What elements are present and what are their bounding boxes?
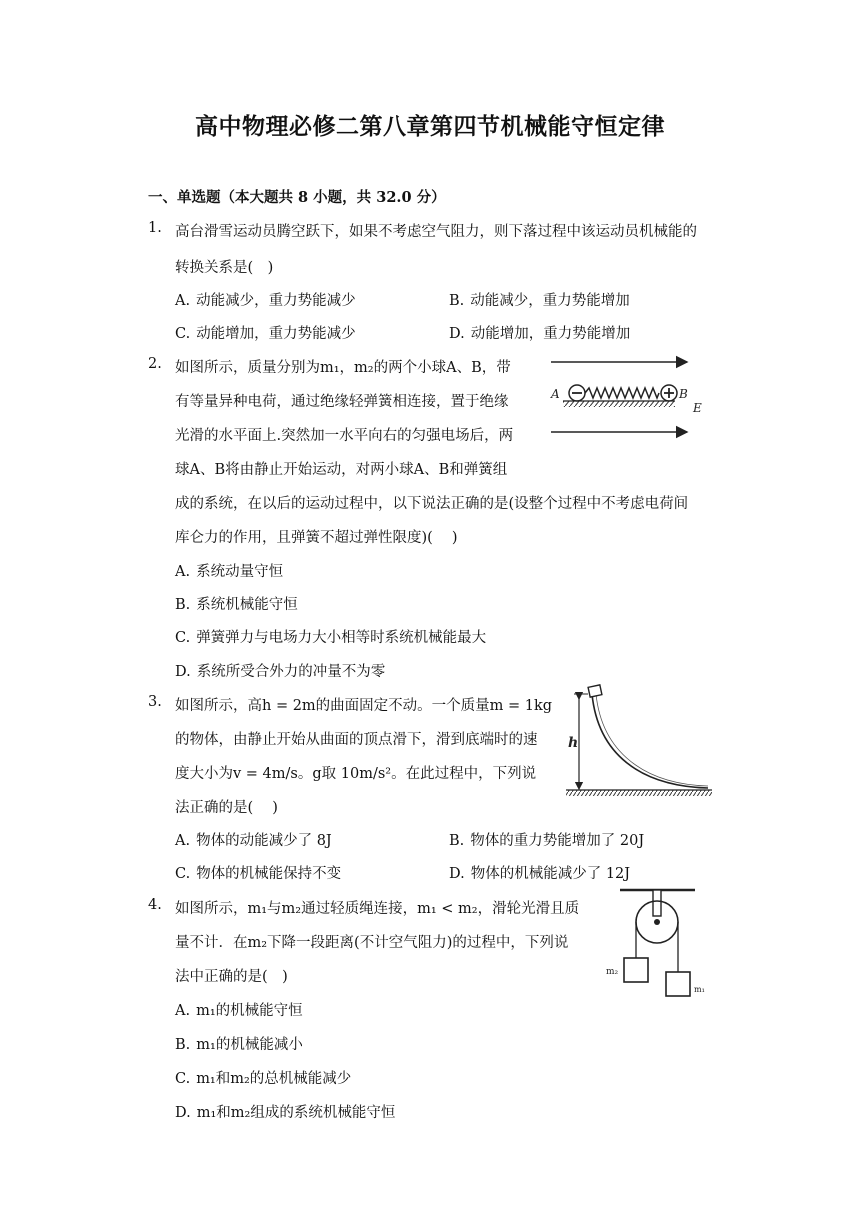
question-3-number: 3.	[148, 694, 162, 710]
option-label: B.	[175, 1037, 191, 1053]
option-label: D.	[449, 326, 465, 342]
option-label: B.	[175, 597, 191, 613]
option-text: m₁的机械能减小	[196, 1037, 303, 1053]
question-2-line-2: 有等量异种电荷，通过绝缘轻弹簧相连接，置于绝缘	[175, 394, 509, 410]
option-text: m₁的机械能守恒	[196, 1003, 303, 1019]
label-m2: m₂	[606, 967, 619, 977]
option-text: m₁和m₂组成的系统机械能守恒	[196, 1105, 396, 1121]
option-text: 系统机械能守恒	[196, 597, 298, 613]
question-4-option-d	[175, 1101, 395, 1122]
question-1-option-d	[449, 322, 630, 343]
question-2-option-c	[175, 626, 486, 647]
label-a: A	[551, 387, 560, 401]
question-2-line-6: 库仑力的作用，且弹簧不超过弹性限度)( )	[175, 530, 458, 546]
option-label: D.	[449, 866, 465, 882]
ground-hatch	[563, 401, 675, 407]
option-label: C.	[175, 326, 191, 342]
question-3-line-1: 如图所示，高h = 2m的曲面固定不动。一个质量m = 1kg	[175, 698, 553, 714]
question-1-option-a	[175, 289, 356, 310]
question-3-option-d	[449, 862, 630, 883]
option-text: 弹簧弹力与电场力大小相等时系统机械能最大	[196, 630, 487, 646]
question-2-option-b	[175, 593, 298, 614]
pulley-figure	[600, 884, 715, 1009]
spring-electric-field-figure	[545, 352, 715, 442]
question-1-line-1: 高台滑雪运动员腾空跃下，如果不考虑空气阻力，则下落过程中该运动员机械能的	[175, 224, 697, 240]
spring	[585, 388, 659, 398]
question-1-line-2: 转换关系是( )	[175, 260, 274, 276]
option-label: D.	[175, 1105, 191, 1121]
question-4-option-b	[175, 1033, 303, 1054]
option-text: 物体的动能减少了 8J	[196, 833, 332, 849]
question-2-line-4: 球A、B将由静止开始运动，对两小球A、B和弹簧组	[175, 462, 508, 478]
question-2-line-3: 光滑的水平面上.突然加一水平向右的匀强电场后，两	[175, 428, 514, 444]
question-4-line-1: 如图所示，m₁与m₂通过轻质绳连接，m₁ < m₂，滑轮光滑且质	[175, 901, 580, 917]
curved-surface	[592, 694, 708, 788]
question-2-number: 2.	[148, 356, 162, 372]
question-2-option-a	[175, 560, 283, 581]
option-text: 动能增加，重力势能减少	[196, 326, 356, 342]
question-3-option-b	[449, 829, 644, 850]
label-h: h	[568, 735, 579, 751]
ground-hatch	[566, 790, 712, 796]
question-1-option-c	[175, 322, 356, 343]
option-label: C.	[175, 1071, 191, 1087]
option-label: A.	[175, 1003, 191, 1019]
block	[588, 685, 602, 697]
pulley-axle	[654, 919, 660, 925]
label-e: E	[693, 401, 702, 415]
question-3-line-2: 的物体，由静止开始从曲面的顶点滑下，滑到底端时的速	[175, 732, 538, 748]
option-text: m₁和m₂的总机械能减少	[196, 1071, 352, 1087]
question-2-line-1: 如图所示，质量分别为m₁，m₂的两个小球A、B，带	[175, 360, 511, 376]
option-text: 动能减少，重力势能增加	[470, 293, 630, 309]
pulley-mount	[653, 890, 661, 916]
label-b: B	[679, 387, 688, 401]
option-text: 系统动量守恒	[196, 564, 284, 580]
option-label: B.	[449, 833, 465, 849]
option-text: 动能增加，重力势能增加	[470, 326, 631, 342]
question-4-line-2: 量不计．在m₂下降一段距离(不计空气阻力)的过程中，下列说	[175, 935, 569, 951]
question-2-line-5: 成的系统，在以后的运动过程中，以下说法正确的是(设整个过程中不考虑电荷间	[175, 496, 689, 512]
question-3-option-c	[175, 862, 341, 883]
option-label: A.	[175, 564, 191, 580]
question-3-line-4: 法正确的是( )	[175, 800, 278, 816]
option-label: A.	[175, 833, 191, 849]
question-2-option-d	[175, 660, 385, 681]
question-4-number: 4.	[148, 897, 162, 913]
question-1-number: 1.	[148, 220, 162, 236]
option-text: 物体的重力势能增加了 20J	[470, 833, 645, 849]
option-text: 系统所受合外力的冲量不为零	[196, 664, 386, 680]
section-heading: 一、单选题（本大题共 8 小题，共 32.0 分）	[148, 189, 446, 206]
label-m1: m₁	[694, 985, 705, 994]
block-m1	[666, 972, 690, 996]
option-label: C.	[175, 630, 191, 646]
question-3-option-a	[175, 829, 332, 850]
option-label: D.	[175, 664, 191, 680]
question-3-line-3: 度大小为v = 4m/s。g取 10m/s²。在此过程中，下列说	[175, 766, 537, 782]
curved-surface-inner	[596, 694, 708, 786]
option-label: B.	[449, 293, 465, 309]
question-1-option-b	[449, 289, 630, 310]
question-4-option-c	[175, 1067, 351, 1088]
curved-slope-figure	[560, 684, 720, 804]
question-4-line-3: 法中正确的是( )	[175, 969, 288, 985]
question-4-option-a	[175, 999, 303, 1020]
block-m2	[624, 958, 648, 982]
option-text: 动能减少，重力势能减少	[196, 293, 356, 309]
option-text: 物体的机械能减少了 12J	[470, 866, 631, 882]
option-text: 物体的机械能保持不变	[196, 866, 342, 882]
page-title: 高中物理必修二第八章第四节机械能守恒定律	[195, 113, 665, 140]
option-label: A.	[175, 293, 191, 309]
option-label: C.	[175, 866, 191, 882]
